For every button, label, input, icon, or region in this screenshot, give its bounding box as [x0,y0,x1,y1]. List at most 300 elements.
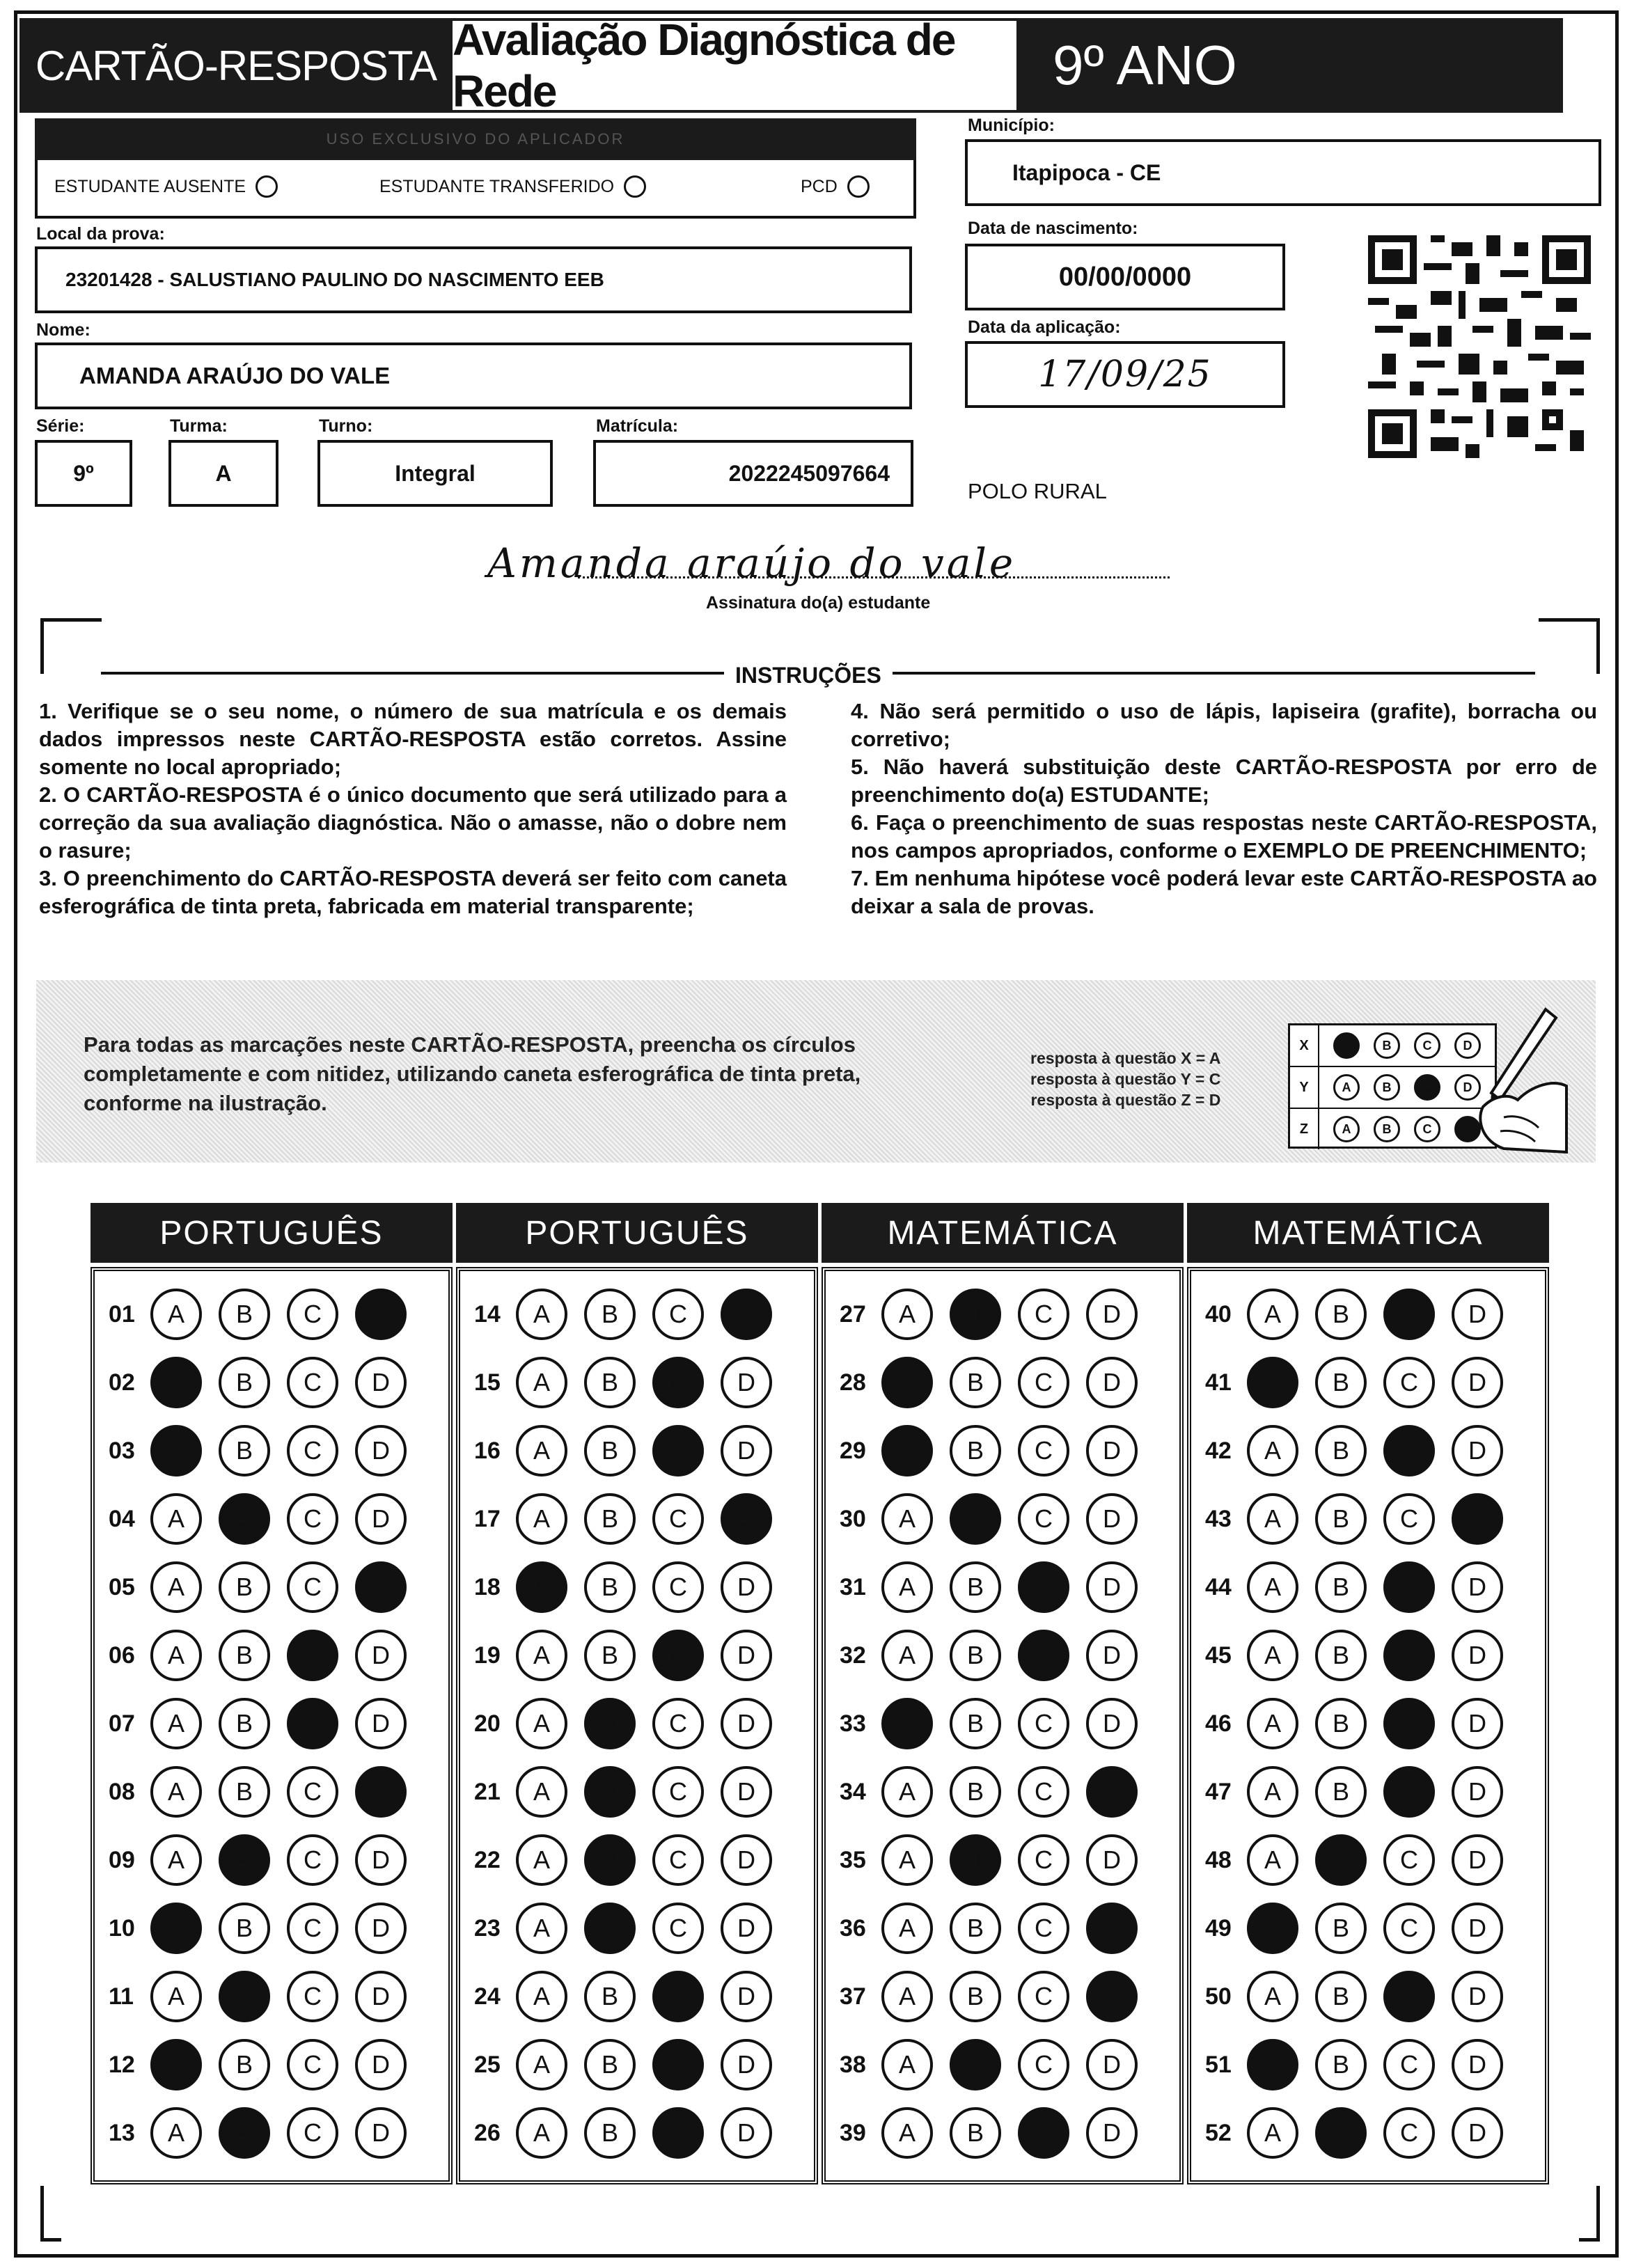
answer-bubble[interactable]: B [584,1357,636,1408]
question-number: 33 [840,1710,866,1737]
question-row [1205,1355,1520,1410]
answer-bubble[interactable]: A [516,1903,567,1954]
absent-option[interactable] [54,175,278,198]
answer-bubble[interactable]: A [516,2107,567,2159]
answer-bubble[interactable]: D [355,1834,407,1886]
answer-bubble[interactable]: D [1452,1766,1503,1818]
answer-bubble[interactable]: A [516,1425,567,1476]
answer-bubble[interactable]: C [1383,1903,1435,1954]
answer-bubble[interactable]: B [1315,1630,1367,1681]
answer-bubble[interactable]: A [150,1561,202,1613]
answer-bubble[interactable]: A [150,1766,202,1818]
answer-bubble[interactable]: D [1452,1903,1503,1954]
answer-bubble[interactable]: C [1018,1561,1069,1613]
answer-bubble[interactable]: C [1383,1698,1435,1749]
question-row [109,1355,423,1410]
question-number: 48 [1205,1846,1232,1873]
example-row-label: X [1290,1025,1319,1066]
question-number: 46 [1205,1710,1232,1737]
answer-bubble[interactable]: B [219,1698,270,1749]
answer-bubble[interactable]: D [721,1834,772,1886]
answer-bubble[interactable]: B [584,1766,636,1818]
answer-bubble[interactable]: A [1247,2039,1298,2090]
answer-bubble[interactable]: C [652,1630,704,1681]
matricula-label: Matrícula: [596,416,679,436]
answer-bubble[interactable]: B [950,1561,1001,1613]
answer-bubble[interactable]: D [1452,1698,1503,1749]
answer-bubble[interactable]: D [355,2039,407,2090]
example-bubble: C [1414,1032,1440,1059]
corner-mark [40,2186,61,2242]
answer-bubble[interactable]: C [1018,1971,1069,2022]
answer-bubble[interactable]: C [287,1289,338,1340]
nascimento-field [965,244,1285,310]
answer-bubble[interactable]: A [1247,1971,1298,2022]
answer-bubble[interactable]: B [584,1561,636,1613]
instructions-right [851,698,1597,920]
answer-bubble[interactable]: D [721,1971,772,2022]
answer-bubble[interactable]: B [950,2107,1001,2159]
question-number: 13 [109,2119,135,2146]
answer-bubble[interactable]: C [1018,1493,1069,1545]
answer-bubble[interactable]: C [287,1698,338,1749]
answer-bubble[interactable]: C [287,1493,338,1545]
question-row [840,1764,1154,1820]
answer-bubble[interactable]: C [652,1834,704,1886]
answer-bubble[interactable]: C [287,1971,338,2022]
answer-bubble[interactable]: D [1452,1834,1503,1886]
answer-bubble[interactable]: C [287,1561,338,1613]
answer-bubble[interactable]: A [516,1834,567,1886]
answer-bubble[interactable]: D [1452,1561,1503,1613]
answer-bubble[interactable]: C [1018,1357,1069,1408]
instruction-item: 7. Em nenhuma hipótese você poderá levar este CARTÃO-RESPOSTA ao deixar a sala de provas. [851,866,1597,918]
answer-bubble[interactable]: A [881,1630,933,1681]
answer-bubble[interactable]: D [721,1425,772,1476]
answer-bubble[interactable]: D [721,1357,772,1408]
column-header: PORTUGUÊS [91,1203,453,1263]
answer-bubble[interactable]: A [1247,1698,1298,1749]
header-spacer [1563,18,1605,113]
answer-bubble[interactable]: C [1018,2039,1069,2090]
answer-bubble[interactable]: D [1086,1630,1138,1681]
answer-bubble[interactable]: A [1247,1561,1298,1613]
answer-bubble[interactable]: C [1383,1493,1435,1545]
answer-bubble[interactable]: D [721,1493,772,1545]
answer-bubble[interactable]: A [881,1971,933,2022]
answer-bubble[interactable]: D [1086,2107,1138,2159]
question-row [1205,1969,1520,2024]
answer-bubble[interactable]: D [355,1698,407,1749]
answer-bubble[interactable]: D [1452,1289,1503,1340]
question-number: 35 [840,1846,866,1873]
instruction-item: 3. O preenchimento do CARTÃO-RESPOSTA deverá ser feito com caneta esferográfica de tinta preta, fabricada em material transparente; [39,866,787,918]
nascimento-label: Data de nascimento: [968,219,1138,238]
answer-bubble[interactable]: C [1383,1766,1435,1818]
answer-bubble[interactable]: D [1452,1630,1503,1681]
answer-bubble[interactable]: B [584,1425,636,1476]
answer-bubble[interactable]: B [219,2107,270,2159]
question-number: 02 [109,1369,135,1396]
answer-bubble[interactable]: C [1018,1289,1069,1340]
answer-bubble[interactable]: B [584,1698,636,1749]
answer-bubble[interactable]: C [287,1766,338,1818]
question-number: 20 [474,1710,501,1737]
answer-bubble[interactable]: B [584,1834,636,1886]
answer-bubble[interactable]: A [516,1561,567,1613]
answer-bubble[interactable]: B [219,1766,270,1818]
answer-bubble[interactable]: D [1086,1834,1138,1886]
question-number: 14 [474,1300,501,1328]
answer-bubble[interactable]: C [1018,1766,1069,1818]
example-text: Para todas as marcações neste CARTÃO-RESPOSTA, preencha os círculos completamente e com nitidez, utilizando caneta esferográfica de tinta preta, conforme na ilustração. [84,1032,861,1115]
question-number: 39 [840,2119,866,2146]
answer-bubble[interactable]: C [1383,1425,1435,1476]
answer-bubble[interactable]: C [1383,1357,1435,1408]
answer-bubble[interactable]: C [1018,1630,1069,1681]
answer-bubble[interactable]: C [1018,1698,1069,1749]
serie-value: 9º [73,460,94,486]
answer-bubble[interactable]: A [881,1425,933,1476]
answer-bubble[interactable]: A [150,1971,202,2022]
question-row [840,1559,1154,1615]
answer-bubble[interactable]: D [721,1698,772,1749]
answer-bubble[interactable]: C [287,1903,338,1954]
answer-bubble[interactable]: A [1247,1834,1298,1886]
answer-bubble[interactable]: B [1315,2039,1367,2090]
answer-bubble[interactable]: B [1315,1357,1367,1408]
answer-bubble[interactable]: C [287,1425,338,1476]
question-number: 27 [840,1300,866,1328]
answer-bubble[interactable]: B [584,2107,636,2159]
answer-bubble[interactable]: C [1383,1834,1435,1886]
answer-bubble[interactable]: A [881,2107,933,2159]
question-row [1205,1423,1520,1479]
example-bubble: B [1374,1032,1400,1059]
answer-bubble[interactable]: B [950,1903,1001,1954]
question-number: 45 [1205,1641,1232,1669]
answer-bubble[interactable]: B [219,1357,270,1408]
answer-bubble[interactable]: D [1452,2107,1503,2159]
question-number: 08 [109,1778,135,1805]
answer-bubble[interactable]: C [287,2107,338,2159]
answer-bubble[interactable]: B [584,1630,636,1681]
answer-bubble[interactable]: A [150,2107,202,2159]
answer-bubble[interactable]: D [355,1425,407,1476]
question-number: 41 [1205,1369,1232,1396]
answer-bubble[interactable]: A [881,1493,933,1545]
answer-bubble[interactable]: A [516,1630,567,1681]
polo-label: POLO RURAL [968,479,1107,503]
answer-bubble[interactable]: D [721,1766,772,1818]
answer-bubble[interactable]: C [287,1834,338,1886]
transferred-option[interactable] [379,175,646,198]
aplicacao-label: Data da aplicação: [968,317,1121,337]
answer-bubble[interactable]: C [1018,1834,1069,1886]
answer-bubble[interactable]: D [355,1289,407,1340]
question-row [109,1696,423,1751]
answer-bubble[interactable]: B [1315,1698,1367,1749]
answer-bubble[interactable]: D [721,1903,772,1954]
answer-bubble[interactable]: A [516,1493,567,1545]
answer-bubble[interactable]: B [219,1903,270,1954]
answer-bubble[interactable]: D [1086,1425,1138,1476]
answer-bubble[interactable]: B [1315,1289,1367,1340]
answer-bubble[interactable]: A [150,1903,202,1954]
answer-bubble[interactable]: C [652,2107,704,2159]
pcd-option[interactable] [801,175,870,198]
answer-bubble[interactable]: D [1086,1698,1138,1749]
answer-bubble[interactable]: D [1086,1971,1138,2022]
serie-label: Série: [36,416,85,436]
question-number: 06 [109,1641,135,1669]
answer-bubble[interactable]: A [516,1766,567,1818]
answer-bubble[interactable]: D [1452,2039,1503,2090]
answer-bubble[interactable]: B [950,1766,1001,1818]
answer-bubble[interactable]: B [219,1425,270,1476]
answer-bubble[interactable]: A [150,1289,202,1340]
answer-bubble[interactable]: B [1315,1561,1367,1613]
answer-bubble[interactable]: A [1247,1357,1298,1408]
instructions-left [39,698,787,920]
answer-bubble[interactable]: D [721,1289,772,1340]
answer-bubble[interactable]: A [881,1698,933,1749]
question-row [840,1628,1154,1683]
answer-bubble[interactable]: B [584,2039,636,2090]
answer-bubble[interactable]: A [881,1834,933,1886]
answer-bubble[interactable]: C [1018,1425,1069,1476]
answer-bubble[interactable]: D [721,2107,772,2159]
corner-mark [1539,618,1600,674]
answer-bubble[interactable]: B [950,1493,1001,1545]
answer-bubble[interactable]: B [219,1630,270,1681]
answer-bubble[interactable]: C [652,1561,704,1613]
answer-bubble[interactable]: A [881,1903,933,1954]
instruction-item: 2. O CARTÃO-RESPOSTA é o único documento que será utilizado para a correção da sua avaliação diagnóstica. Não o amasse, não o dobre nem o rasure; [39,782,787,863]
answer-bubble[interactable]: B [584,1903,636,1954]
question-row [1205,1286,1520,1342]
answer-bubble[interactable]: D [355,1630,407,1681]
answer-bubble[interactable]: A [881,1561,933,1613]
answer-bubble[interactable]: A [516,2039,567,2090]
question-row [109,1559,423,1615]
answer-bubble[interactable]: C [652,1971,704,2022]
absent-bubble[interactable] [256,175,278,198]
answer-bubble[interactable]: C [652,1357,704,1408]
pcd-bubble[interactable] [847,175,870,198]
answer-bubble[interactable]: D [1452,1971,1503,2022]
answer-bubble[interactable]: C [652,2039,704,2090]
answer-bubble[interactable]: D [1452,1357,1503,1408]
answer-bubble[interactable]: A [881,1357,933,1408]
answer-bubble[interactable]: B [950,1630,1001,1681]
answer-bubble[interactable]: B [219,1834,270,1886]
answer-bubble[interactable]: D [1086,1766,1138,1818]
question-row [474,1286,789,1342]
answer-bubble[interactable]: A [1247,1630,1298,1681]
answer-bubble[interactable]: D [355,1971,407,2022]
answer-bubble[interactable]: A [150,1493,202,1545]
local-field [35,246,912,313]
answer-bubble[interactable]: A [150,1698,202,1749]
turma-label: Turma: [170,416,228,436]
answer-bubble[interactable]: D [1086,1561,1138,1613]
answer-bubble[interactable]: B [1315,1971,1367,2022]
answer-bubble[interactable]: B [1315,1903,1367,1954]
header-grade: 9º ANO [1016,18,1563,113]
answer-bubble[interactable]: C [652,1698,704,1749]
answer-bubble[interactable]: C [1383,2039,1435,2090]
answer-bubble[interactable]: A [516,1357,567,1408]
answer-bubble[interactable]: D [1086,1493,1138,1545]
answer-bubble[interactable]: B [219,1971,270,2022]
question-number: 04 [109,1505,135,1532]
answer-bubble[interactable]: C [652,1493,704,1545]
answer-bubble[interactable]: A [516,1289,567,1340]
answer-bubble[interactable]: D [355,1766,407,1818]
answer-bubble[interactable]: A [881,1766,933,1818]
answer-bubble[interactable]: C [1383,1289,1435,1340]
example-row-label: Z [1290,1109,1319,1149]
name-value: AMANDA ARAÚJO DO VALE [79,363,391,388]
answer-bubble[interactable]: D [355,2107,407,2159]
example-bubble: B [1374,1074,1400,1101]
answer-bubble[interactable]: A [1247,1766,1298,1818]
answer-bubble[interactable]: B [1315,1766,1367,1818]
transferred-bubble[interactable] [624,175,646,198]
answer-bubble[interactable]: D [1452,1493,1503,1545]
answer-bubble[interactable]: B [950,2039,1001,2090]
question-row [840,1832,1154,1888]
answer-bubble[interactable]: B [950,1425,1001,1476]
answer-bubble[interactable]: B [950,1834,1001,1886]
question-row [840,1491,1154,1547]
answer-bubble[interactable]: C [652,1289,704,1340]
answer-bubble[interactable]: B [584,1971,636,2022]
answer-bubble[interactable]: B [1315,1834,1367,1886]
question-number: 42 [1205,1437,1232,1464]
question-number: 30 [840,1505,866,1532]
question-row [109,1764,423,1820]
answer-bubble[interactable]: D [1086,1357,1138,1408]
answer-bubble[interactable]: B [584,1493,636,1545]
question-row [1205,1628,1520,1683]
instructions-title: INSTRUÇÕES [724,663,893,688]
example-bubble: C [1414,1116,1440,1142]
question-row [840,1355,1154,1410]
answer-bubble[interactable]: B [1315,1425,1367,1476]
matricula-field [593,440,913,507]
question-row [109,1832,423,1888]
question-number: 21 [474,1778,501,1805]
answer-bubble[interactable]: D [1452,1425,1503,1476]
answer-bubble[interactable]: C [652,1766,704,1818]
question-row [1205,2105,1520,2161]
answer-bubble[interactable]: C [652,1903,704,1954]
municipio-field [965,139,1601,206]
answer-bubble[interactable]: D [721,2039,772,2090]
answer-bubble[interactable]: C [652,1425,704,1476]
answer-bubble[interactable]: A [1247,1493,1298,1545]
answer-bubble[interactable]: A [516,1971,567,2022]
answer-bubble[interactable]: D [721,1561,772,1613]
question-number: 26 [474,2119,501,2146]
answer-bubble[interactable]: A [150,1425,202,1476]
question-column [456,1267,818,2184]
question-row [1205,1491,1520,1547]
answer-bubble[interactable]: A [150,1357,202,1408]
answer-bubble[interactable]: B [584,1289,636,1340]
answer-bubble[interactable]: B [950,1971,1001,2022]
example-bubble: B [1374,1116,1400,1142]
answer-bubble[interactable]: A [1247,1425,1298,1476]
answer-bubble[interactable]: A [881,1289,933,1340]
answer-bubble[interactable]: D [355,1561,407,1613]
answer-bubble[interactable]: A [1247,2107,1298,2159]
answer-bubble[interactable]: B [950,1289,1001,1340]
answer-bubble[interactable]: A [1247,1903,1298,1954]
question-row [109,2105,423,2161]
answer-bubble[interactable]: D [1086,2039,1138,2090]
answer-bubble[interactable]: C [1018,1903,1069,1954]
answer-bubble[interactable]: D [355,1903,407,1954]
answer-bubble[interactable]: A [881,2039,933,2090]
answer-bubble[interactable]: B [219,1561,270,1613]
example-key: resposta à questão Z = D [1030,1091,1221,1109]
question-row [474,1491,789,1547]
answer-bubble[interactable]: B [1315,2107,1367,2159]
answer-bubble[interactable]: C [1383,1630,1435,1681]
question-number: 01 [109,1300,135,1328]
example-bubble: A [1333,1074,1360,1101]
answer-bubble[interactable]: B [219,2039,270,2090]
answer-bubble[interactable]: B [950,1357,1001,1408]
answer-bubble[interactable]: C [1383,1971,1435,2022]
answer-bubble[interactable]: B [1315,1493,1367,1545]
aplicacao-field[interactable] [965,341,1285,408]
answer-bubble[interactable]: D [355,1357,407,1408]
header-title: CARTÃO-RESPOSTA [19,18,453,113]
answer-bubble[interactable]: D [355,1493,407,1545]
answer-bubble[interactable]: D [721,1630,772,1681]
question-row [840,1969,1154,2024]
question-number: 23 [474,1914,501,1942]
question-number: 05 [109,1573,135,1600]
answer-bubble[interactable]: C [287,1630,338,1681]
answer-bubble[interactable]: C [1383,1561,1435,1613]
turma-field [168,440,278,507]
answer-bubble[interactable]: A [1247,1289,1298,1340]
answer-bubble[interactable]: B [950,1698,1001,1749]
answer-bubble[interactable]: C [287,1357,338,1408]
answer-bubble[interactable]: D [1086,1289,1138,1340]
student-signature[interactable]: Amanda araújo do vale [487,540,1016,587]
answer-bubble[interactable]: D [1086,1903,1138,1954]
example-keys [1030,1048,1220,1110]
answer-bubble[interactable]: A [150,1630,202,1681]
answer-bubble[interactable]: A [150,1834,202,1886]
question-row [1205,1559,1520,1615]
answer-bubble[interactable]: C [287,2039,338,2090]
question-row [109,2037,423,2093]
question-number: 03 [109,1437,135,1464]
answer-bubble[interactable]: A [150,2039,202,2090]
answer-bubble[interactable]: C [1018,2107,1069,2159]
answer-bubble[interactable]: A [516,1698,567,1749]
answer-bubble[interactable]: C [1383,2107,1435,2159]
answer-bubble[interactable]: B [219,1289,270,1340]
answer-bubble[interactable]: B [219,1493,270,1545]
